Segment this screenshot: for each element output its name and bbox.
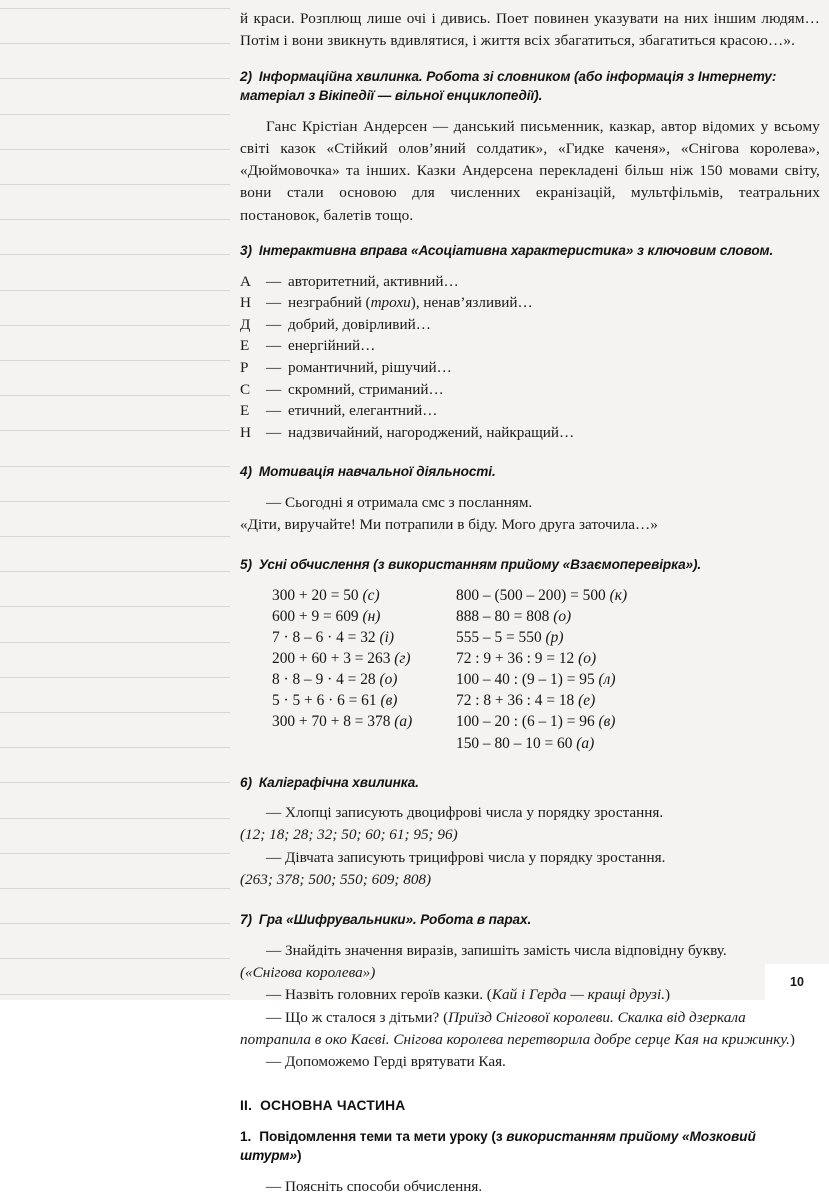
equation-left-expr: 300 + 20 = 50 — [272, 586, 359, 604]
acrostic-dash: — — [266, 358, 282, 376]
section-heading-main-part — [240, 1098, 820, 1113]
equation-right — [456, 690, 595, 711]
equation-row — [266, 711, 820, 732]
acrostic-row — [240, 292, 820, 314]
acrostic-text — [288, 316, 431, 333]
item-7-number: 7) — [240, 912, 252, 928]
acrostic-letter: С — [240, 380, 251, 398]
item-6-line-2: (12; 18; 28; 32; 50; 60; 61; 95; 96) — [240, 826, 458, 844]
item-3-heading-text: Інтерактивна вправа «Асоціативна характеристика» з ключовим словом. — [258, 243, 774, 259]
item-2-number: 2) — [240, 68, 252, 84]
content-column — [232, 0, 829, 1195]
item-4-line-1: — Сьогодні я отримала смс з посланням. — [266, 493, 533, 511]
equation-row — [266, 627, 820, 648]
equation-left — [272, 690, 397, 711]
acrostic-text — [288, 359, 452, 376]
acrostic-text — [288, 381, 444, 398]
notes-rule-line — [0, 642, 230, 643]
item-7-line-1: — Знайдіть значення виразів, запишіть замість числа відповідну букву. — [266, 941, 727, 959]
equation-right-tag: (о) — [553, 608, 572, 626]
equation-left — [272, 585, 380, 606]
subheading-item-2 — [240, 67, 820, 106]
subheading-item-4 — [240, 462, 820, 482]
item-6-heading-text: Каліграфічна хвилинка. — [258, 774, 419, 790]
notes-rule-line — [0, 923, 230, 924]
equations-block — [240, 585, 820, 754]
acrostic-letter: Н — [240, 423, 251, 441]
notes-rule-line — [0, 958, 230, 959]
acrostic-letter: Е — [240, 402, 250, 420]
equation-left-expr: 300 + 70 + 8 = 378 — [272, 713, 391, 731]
item-6-line-1: — Хлопці записують двоцифрові числа у порядку зростання. — [266, 804, 664, 822]
equation-right-tag: (е) — [578, 692, 596, 710]
notes-rule-line — [0, 501, 230, 502]
item-6-line-3: — Дівчата записують трицифрові числа у порядку зростання. — [266, 848, 666, 866]
page-number: 10 — [790, 975, 804, 989]
equation-row — [266, 648, 820, 669]
item-7-line-5: — Допоможемо Герді врятувати Кая. — [266, 1053, 506, 1071]
equation-left-tag: (н) — [362, 608, 381, 626]
notes-rule-line — [0, 114, 230, 115]
item-4-heading-text: Мотивація навчальної діяльності. — [258, 464, 496, 480]
equation-right — [456, 627, 563, 648]
main-part-item-1-plain: Повідомлення теми та мети уроку (з — [259, 1128, 507, 1144]
equation-row — [266, 690, 820, 711]
equation-right-expr: 150 – 80 – 10 = 60 — [456, 734, 573, 752]
item-7-line-3 — [240, 984, 820, 1006]
acrostic-text — [288, 424, 574, 441]
equation-right — [456, 669, 615, 690]
notes-rule-line — [0, 888, 230, 889]
equation-right-tag: (р) — [545, 629, 564, 647]
notes-rule-line — [0, 712, 230, 713]
acrostic-text-before: незграбний ( — [288, 294, 371, 312]
acrostic-text-after: ), ненав’язливий… — [410, 294, 533, 312]
andersen-paragraph: Ганс Крістіан Андерсен — данський письменник, казкар, автор відомих у всьому світі казок «Стійкий олов’яний солдатик», «Гидке каченя», «Снігова королева», «Дюймовочка» та інших. Казки Андерсена перекладені більш ніж 150 мовами світу, вони стали основою для численних екранізацій, мультфільмів, театральних постановок, балетів тощо. — [240, 117, 820, 224]
item-7-line-3-tail: ) — [665, 986, 671, 1004]
equation-right-tag: (к) — [609, 586, 628, 604]
equation-left — [272, 711, 412, 732]
equation-left-tag: (с) — [362, 586, 380, 604]
item-5-number: 5) — [240, 557, 252, 573]
section-title: ОСНОВНА ЧАСТИНА — [260, 1097, 406, 1113]
notes-rule-line — [0, 606, 230, 607]
equation-left-tag: (і) — [379, 629, 394, 647]
equation-left-expr: 600 + 9 = 609 — [272, 608, 359, 626]
item-3-number: 3) — [240, 243, 252, 259]
acrostic-text — [288, 337, 375, 354]
equation-left — [272, 627, 394, 648]
notes-rule-line — [0, 782, 230, 783]
notes-rule-line — [0, 818, 230, 819]
acrostic-text-before: авторитетний, активний… — [288, 272, 459, 290]
item-7-line-3-plain: — Назвіть головних героїв казки. ( — [266, 986, 492, 1004]
equation-right — [456, 733, 594, 754]
acrostic-dash: — — [266, 315, 282, 333]
notes-margin — [0, 0, 232, 1000]
page-number-badge — [765, 964, 829, 1000]
acrostic-row — [240, 400, 820, 422]
notes-rule-line — [0, 430, 230, 431]
acrostic-letter: Д — [240, 315, 251, 333]
notes-rule-line — [0, 8, 230, 9]
equation-left — [272, 648, 411, 669]
equation-right-expr: 100 – 20 : (6 – 1) = 96 — [456, 713, 595, 731]
acrostic-letter: А — [240, 272, 251, 290]
subheading-item-3 — [240, 241, 820, 261]
notes-rule-line — [0, 853, 230, 854]
acrostic-text-before: етичний, елегантний… — [288, 402, 438, 420]
acrostic-letter: Н — [240, 294, 251, 312]
item-7-line-4 — [240, 1007, 820, 1052]
equation-left-expr: 8 · 8 – 9 · 4 = 28 — [272, 671, 376, 689]
acrostic-dash: — — [266, 380, 282, 398]
item-7-line-4-tail: ) — [789, 1031, 795, 1049]
equation-right-tag: (о) — [578, 650, 597, 668]
item-7-line-4-italic: Приїзд Снігової королеви. Скалка від дзеркала потрапила в око Каєві. Снігова королева перетворила добре серце Кая на крижинку. — [240, 1008, 790, 1049]
main-part-item-1 — [240, 1127, 820, 1166]
main-part-item-1-number: 1. — [240, 1128, 252, 1144]
acrostic-text-before: добрий, довірливий… — [288, 315, 431, 333]
item-6-number: 6) — [240, 774, 252, 790]
equation-right — [456, 606, 571, 627]
notes-rule-line — [0, 994, 230, 995]
equation-row — [266, 669, 820, 690]
item-7-heading-text: Гра «Шифрувальники». Робота в парах. — [258, 912, 532, 928]
equation-right — [456, 711, 615, 732]
equation-left-tag: (а) — [394, 713, 413, 731]
equation-right-expr: 72 : 8 + 36 : 4 = 18 — [456, 692, 575, 710]
acrostic-list — [240, 271, 820, 444]
equation-right-tag: (в) — [598, 713, 616, 731]
acrostic-text-before: надзвичайний, нагороджений, найкращий… — [288, 423, 575, 441]
equation-right — [456, 585, 627, 606]
section-roman-numeral: II. — [240, 1097, 253, 1113]
acrostic-row — [240, 422, 820, 444]
item-7-line-3-italic: Кай і Герда — кращі друзі. — [491, 986, 665, 1004]
acrostic-dash: — — [266, 337, 282, 355]
notes-rule-line — [0, 290, 230, 291]
item-7-line-2: («Снігова королева») — [240, 964, 376, 982]
main-part-item-1-italic: використанням прийому «Мозковий штурм» — [240, 1128, 756, 1164]
acrostic-text — [288, 402, 438, 419]
subheading-item-7 — [240, 910, 820, 930]
acrostic-text — [288, 294, 533, 311]
acrostic-dash: — — [266, 402, 282, 420]
acrostic-row — [240, 271, 820, 293]
item-2-heading-text: Інформаційна хвилинка. Робота зі словником (або інформація з Інтернету: матеріал з Вікіпедії — вільної енциклопедії). — [240, 68, 777, 104]
acrostic-row — [240, 357, 820, 379]
equation-left-tag: (г) — [394, 650, 411, 668]
opening-paragraph: й краси. Розплющ лише очі і дивись. Поет повинен указувати на них іншим людям… Потім і вони звикнуть вдивлятися, і життя всіх збагатиться, збагатиться красою…». — [240, 10, 820, 50]
equation-left — [272, 669, 397, 690]
notes-rule-line — [0, 395, 230, 396]
notes-rule-line — [0, 219, 230, 220]
acrostic-letter: Е — [240, 337, 250, 355]
acrostic-dash: — — [266, 423, 282, 441]
acrostic-letter: Р — [240, 358, 249, 376]
notes-rule-line — [0, 149, 230, 150]
notes-rule-line — [0, 254, 230, 255]
notes-rule-line — [0, 43, 230, 44]
equation-left — [272, 606, 380, 627]
equation-right-expr: 888 – 80 = 808 — [456, 608, 550, 626]
acrostic-row — [240, 335, 820, 357]
acrostic-row — [240, 314, 820, 336]
equation-row — [266, 585, 820, 606]
acrostic-text-before: енергійний… — [288, 337, 376, 355]
equation-left-expr: 200 + 60 + 3 = 263 — [272, 650, 391, 668]
equation-right-expr: 800 – (500 – 200) = 500 — [456, 586, 606, 604]
equation-row — [266, 733, 820, 754]
equation-right-tag: (а) — [576, 734, 595, 752]
notes-rule-line — [0, 571, 230, 572]
acrostic-text-before: скромний, стриманий… — [288, 380, 444, 398]
notes-rule-line — [0, 677, 230, 678]
acrostic-text — [288, 273, 459, 290]
item-4-number: 4) — [240, 464, 252, 480]
notes-rule-line — [0, 536, 230, 537]
equation-right-expr: 555 – 5 = 550 — [456, 629, 542, 647]
acrostic-text-before: романтичний, рішучий… — [288, 358, 452, 376]
main-part-bullet: — Поясніть способи обчислення. — [266, 1177, 483, 1195]
acrostic-dash: — — [266, 272, 282, 290]
equation-left-expr: 7 · 8 – 6 · 4 = 32 — [272, 629, 376, 647]
item-5-heading-text: Усні обчислення (з використанням прийому «Взаємоперевірка»). — [258, 557, 702, 573]
acrostic-row — [240, 379, 820, 401]
equation-row — [266, 606, 820, 627]
subheading-item-5 — [240, 555, 820, 575]
notes-rule-line — [0, 325, 230, 326]
acrostic-text-italic: трохи — [370, 294, 411, 312]
equation-right-expr: 100 – 40 : (9 – 1) = 95 — [456, 671, 595, 689]
main-part-item-1-tail: ) — [296, 1148, 302, 1164]
notes-rule-line — [0, 466, 230, 467]
equation-left-tag: (в) — [380, 692, 398, 710]
acrostic-dash: — — [266, 294, 282, 312]
notes-rule-line — [0, 184, 230, 185]
item-4-line-2: «Діти, виручайте! Ми потрапили в біду. Мого друга заточила…» — [240, 516, 658, 534]
item-7-line-4-plain: — Що ж сталося з дітьми? ( — [266, 1008, 449, 1026]
notes-rule-line — [0, 747, 230, 748]
item-6-line-4: (263; 378; 500; 550; 609; 808) — [240, 871, 432, 889]
notes-rule-line — [0, 360, 230, 361]
equation-right — [456, 648, 596, 669]
equation-right-expr: 72 : 9 + 36 : 9 = 12 — [456, 650, 575, 668]
subheading-item-6 — [240, 773, 820, 793]
equation-left-expr: 5 · 5 + 6 · 6 = 61 — [272, 692, 377, 710]
equation-right-tag: (л) — [598, 671, 616, 689]
equation-left-tag: (о) — [379, 671, 398, 689]
notes-rule-line — [0, 78, 230, 79]
